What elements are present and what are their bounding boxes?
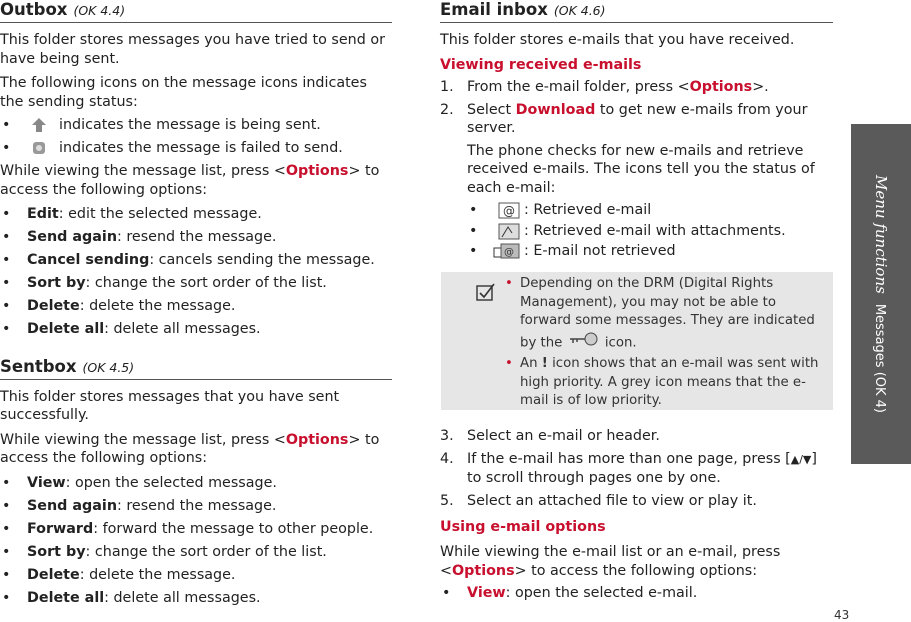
step-text: ] to scroll through pages one by one. — [467, 450, 817, 486]
step-text: >. — [752, 79, 769, 95]
step-5 — [440, 492, 833, 511]
option-desc: : forward the message to other people. — [93, 520, 374, 537]
option-desc: : delete the message. — [79, 566, 236, 583]
side-tab-section: Menu functions — [872, 174, 890, 294]
note-text: icon shows that an e-mail was sent with high priority. A grey icon means that the e-mail is of low priority. — [520, 356, 819, 408]
option-desc: : change the sort order of the list. — [85, 275, 327, 291]
sentbox-intro: This folder stores messages that you have sent successfully. — [0, 388, 340, 423]
list-item — [0, 297, 392, 316]
outbox-status-list — [0, 116, 392, 157]
email-options-list — [440, 584, 833, 603]
option-term: Send again — [27, 497, 117, 514]
options-post: > to access the following options: — [0, 431, 380, 466]
email-status-text: : Retrieved e-mail — [524, 202, 652, 218]
email-status-text: : E-mail not retrieved — [524, 243, 676, 259]
step-3 — [440, 427, 833, 446]
step-text: Select an e-mail or header. — [467, 427, 660, 444]
sentbox-heading — [0, 357, 392, 380]
svg-text:@: • @ — [503, 204, 515, 218]
step-text: Select an attached file to view or play it. — [467, 493, 757, 509]
sending-icon — [28, 116, 50, 140]
option-term: Send again — [27, 229, 117, 245]
list-item — [505, 275, 823, 353]
options-key: Options — [451, 562, 515, 579]
options-post: > to access the following options: — [0, 163, 380, 198]
option-term: Delete all — [27, 321, 105, 337]
options-key: Options — [285, 163, 349, 179]
note-text: Depending on the DRM (Digital Rights Management), you may not be able to forward some messages. They are indicated by the — [520, 276, 815, 350]
step-number: 5. — [440, 493, 454, 509]
outbox-options-list — [0, 205, 392, 339]
step-text: Select — [467, 101, 516, 118]
list-item — [467, 201, 833, 220]
option-desc: : delete all messages. — [104, 589, 261, 606]
step-number: 1. — [440, 79, 454, 95]
priority-mark: ! — [541, 356, 548, 371]
option-term: Cancel sending — [27, 252, 150, 268]
sending-status-text: indicates the message is being sent. — [59, 117, 321, 133]
option-desc: : change the sort order of the list. — [85, 543, 327, 560]
step-4 — [440, 450, 833, 488]
list-item — [0, 589, 392, 608]
note-list — [505, 275, 823, 411]
outbox-ref: (OK 4.4) — [73, 3, 126, 18]
sentbox-options-intro — [0, 431, 392, 468]
scroll-keys: ▲/▼ — [790, 452, 812, 466]
outbox-options-intro — [0, 162, 392, 199]
left-column — [0, 0, 392, 607]
sentbox-ref: (OK 4.5) — [82, 359, 135, 375]
option-desc: : delete the message. — [79, 298, 236, 314]
option-desc: : resend the message. — [117, 229, 277, 245]
list-item — [467, 222, 833, 241]
checkbox-note-icon — [475, 282, 497, 306]
step-number: 2. — [440, 101, 454, 118]
list-item — [0, 139, 392, 158]
option-desc: : delete all messages. — [104, 321, 261, 337]
note-text: icon. — [600, 334, 637, 350]
outbox-title: Outbox — [0, 0, 68, 19]
list-item — [0, 251, 392, 270]
option-desc: : open the selected message. — [65, 474, 277, 491]
list-item — [440, 584, 833, 603]
list-item — [0, 520, 392, 539]
list-item — [0, 543, 392, 562]
option-desc: : edit the selected message. — [58, 206, 262, 222]
step-2 — [440, 101, 833, 138]
step-text: If the e-mail has more than one page, press [ — [467, 450, 791, 467]
email-inbox-title: Email inbox — [440, 0, 548, 19]
option-term: Sort by — [27, 275, 86, 291]
side-tab-subsection: Messages (OK 4) — [872, 303, 887, 414]
option-term: Sort by — [27, 543, 86, 560]
sentbox-title: Sentbox — [0, 356, 77, 376]
page-number: 43 — [834, 608, 850, 622]
option-term: View — [27, 474, 66, 491]
email-options-intro — [440, 543, 833, 580]
side-tab-label — [872, 175, 890, 413]
list-item — [0, 228, 392, 247]
outbox-icons-intro: The following icons on the message icons indicates the sending status: — [0, 75, 367, 110]
drm-key-icon — [567, 331, 601, 354]
option-term: Forward — [27, 520, 94, 537]
list-item — [0, 274, 392, 293]
email-status-text: : Retrieved e-mail with attachments. — [524, 222, 786, 239]
note-box — [441, 272, 833, 410]
options-post: > to access the following options: — [514, 562, 758, 579]
list-item — [0, 474, 392, 493]
option-term: Delete — [27, 298, 80, 314]
note-text: An — [520, 356, 542, 371]
list-item — [0, 116, 392, 135]
step2-detail: The phone checks for new e-mails and retrieve received e-mails. The icons tell you the status of each e-mail: — [467, 142, 815, 196]
step-text: to get new e-mails from your server. — [467, 101, 808, 136]
remaining-steps — [440, 427, 833, 511]
outbox-heading — [0, 0, 392, 23]
step-key: Download — [515, 101, 596, 118]
failed-icon — [30, 139, 48, 163]
option-term: Edit — [27, 206, 59, 222]
email-status-list — [440, 201, 833, 261]
viewing-heading: Viewing received e-mails — [440, 56, 642, 73]
failed-status-text: indicates the message is failed to send. — [59, 139, 343, 156]
options-pre: While viewing the e-mail list or an e-mail, press < — [440, 544, 781, 579]
option-desc: : resend the message. — [117, 497, 277, 514]
list-item — [0, 320, 392, 339]
option-desc: : open the selected e-mail. — [505, 585, 698, 601]
option-desc: : cancels sending the message. — [149, 252, 375, 268]
sentbox-options-list — [0, 474, 392, 608]
option-term: View — [467, 585, 506, 601]
using-heading: Using e-mail options — [440, 518, 606, 535]
email-inbox-heading — [440, 0, 833, 23]
email-not-retrieved-icon — [492, 241, 522, 267]
options-key: Options — [285, 431, 349, 448]
option-term: Delete — [27, 566, 80, 583]
email-inbox-ref: (OK 4.6) — [553, 3, 606, 18]
options-pre: While viewing the message list, press < — [0, 431, 286, 448]
step-key: Options — [689, 79, 753, 95]
step-1 — [440, 78, 833, 97]
list-item — [505, 355, 823, 411]
email-inbox-intro: This folder stores e-mails that you have received. — [440, 32, 795, 48]
options-pre: While viewing the message list, press < — [0, 163, 286, 179]
list-item — [0, 205, 392, 224]
list-item — [0, 566, 392, 585]
list-item — [467, 242, 833, 261]
step-number: 4. — [440, 450, 454, 467]
option-term: Delete all — [27, 589, 105, 606]
step-number: 3. — [440, 427, 454, 444]
step-text: From the e-mail folder, press < — [467, 79, 690, 95]
list-item — [0, 497, 392, 516]
outbox-intro: This folder stores messages you have tried to send or have being sent. — [0, 32, 385, 67]
svg-text:@: • @ — [504, 247, 514, 258]
viewing-steps — [440, 78, 833, 138]
